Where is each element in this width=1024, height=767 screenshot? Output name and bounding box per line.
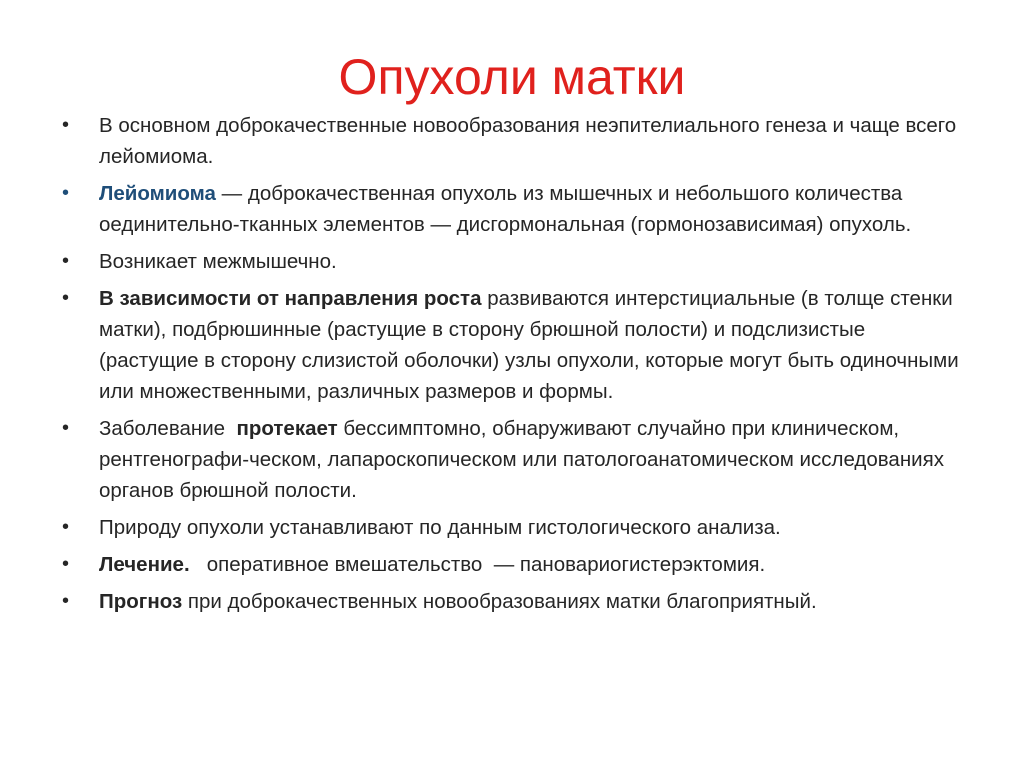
bullet-text: В основном доброкачественные новообразования неэпителиального генеза и чаще всего лейомиома. <box>99 114 957 168</box>
bullet-item <box>62 512 962 543</box>
bullet-prefix: Заболевание <box>99 417 237 440</box>
bullet-text: оперативное вмешательство — пановариогистерэктомия. <box>189 553 766 576</box>
bullet-item <box>62 110 962 172</box>
bullet-text: — доброкачественная опухоль из мышечных и небольшого количества оединительно-тканных элементов — дисгормональная (гормонозависимая) опухоль. <box>99 182 912 236</box>
bullet-text: Возникает межмышечно. <box>99 250 337 273</box>
bullet-dot-icon: • <box>62 417 70 439</box>
bullet-dot-icon: • <box>62 553 70 575</box>
bullet-lead-term: Лейомиома <box>99 182 216 205</box>
bullet-dot-icon: • <box>62 114 70 136</box>
bullet-lead-term: протекает <box>236 417 338 440</box>
bullet-item <box>62 283 962 407</box>
bullet-text: Природу опухоли устанавливают по данным гистологического анализа. <box>99 516 781 539</box>
bullet-text: при доброкачественных новообразованиях матки благоприятный. <box>182 590 817 613</box>
bullet-text: развиваются интерстициальные (в толще стенки матки), подбрюшинные (растущие в сторону брюшной полости) и подслизистые (растущие в сторону слизистой оболочки) узлы опухоли, которые могут быть одиночными или множественными, различных размеров и формы. <box>99 287 959 403</box>
bullet-dot-icon: • <box>62 516 70 538</box>
bullet-item <box>62 586 962 617</box>
bullet-item <box>62 246 962 277</box>
bullet-dot-icon: • <box>62 250 70 272</box>
bullet-list <box>62 110 962 623</box>
bullet-dot-icon: • <box>62 287 70 309</box>
bullet-lead-term: В зависимости от направления роста <box>99 287 482 310</box>
bullet-text: бессимптомно, обнаруживают случайно при клиническом, рентгенографи-ческом, лапароскопическом или патологоанатомическом исследованиях органов брюшной полости. <box>99 417 944 502</box>
bullet-lead-term: Прогноз <box>99 590 183 613</box>
bullet-lead-term: Лечение. <box>99 553 190 576</box>
bullet-item <box>62 178 962 240</box>
bullet-dot-icon: • <box>62 182 70 204</box>
slide-title: Опухоли матки <box>338 49 686 105</box>
bullet-dot-icon: • <box>62 590 70 612</box>
bullet-item <box>62 413 962 506</box>
bullet-item <box>62 549 962 580</box>
